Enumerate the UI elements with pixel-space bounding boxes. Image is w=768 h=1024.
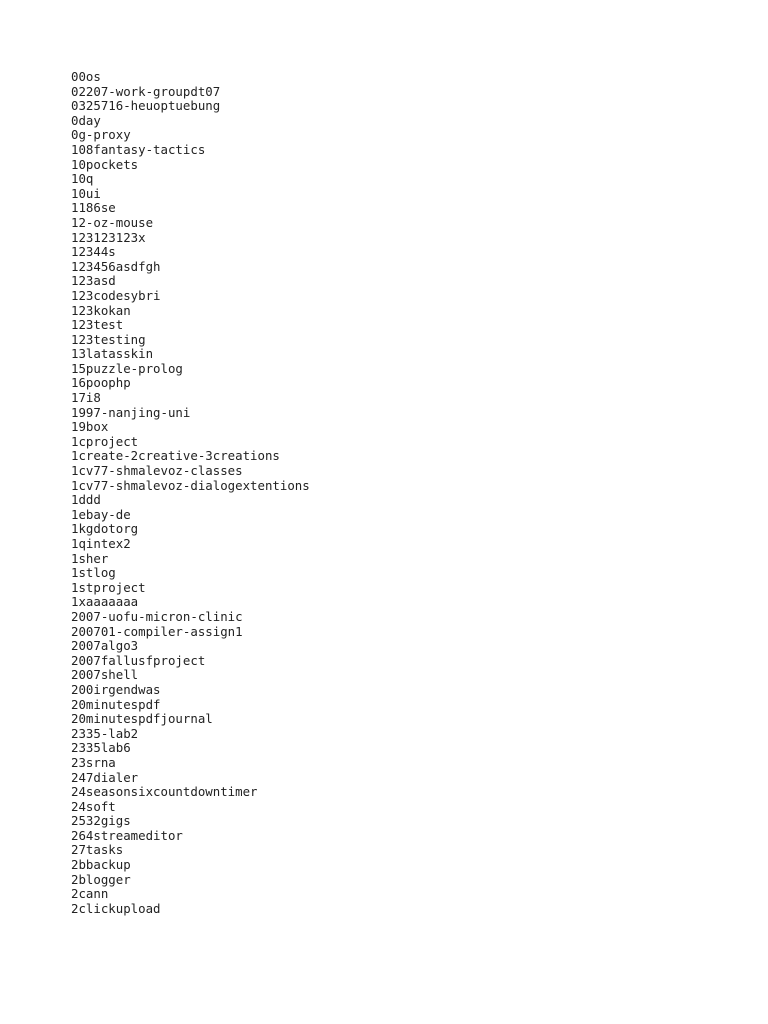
list-item: 123456asdfgh xyxy=(71,258,161,274)
list-item: 00os xyxy=(71,69,101,84)
list-item: 0325716-heuoptuebung xyxy=(71,98,221,114)
list-item: 1cproject xyxy=(71,433,139,449)
list-item: 10pockets xyxy=(71,156,139,172)
list-item: 2blogger xyxy=(71,871,131,887)
list-item: 200701-compiler-assign1 xyxy=(71,623,243,639)
list-item: 24seasonsixcountdowntimer xyxy=(71,784,258,800)
list-item: 20minutespdfjournal xyxy=(71,711,213,727)
list-item: 123asd xyxy=(71,273,116,289)
list-item: 1sher xyxy=(71,550,109,566)
list-item: 2clickupload xyxy=(71,900,161,916)
list-item: 17i8 xyxy=(71,390,101,406)
list-item: 02207-work-groupdt07 xyxy=(71,83,221,99)
list-item: 2007algo3 xyxy=(71,638,139,654)
list-item: 108fantasy-tactics xyxy=(71,141,206,157)
list-item: 12-oz-mouse xyxy=(71,214,154,230)
list-item: 0g-proxy xyxy=(71,127,131,143)
list-item: 0day xyxy=(71,112,101,128)
list-item: 2532gigs xyxy=(71,813,131,829)
list-item: 23srna xyxy=(71,754,116,770)
list-item: 1cv77-shmalevoz-classes xyxy=(71,463,243,479)
list-item: 1xaaaaaaa xyxy=(71,594,139,610)
list-item: 10ui xyxy=(71,185,101,201)
list-item: 123kokan xyxy=(71,302,131,318)
list-item: 1ebay-de xyxy=(71,506,131,522)
list-item: 1ddd xyxy=(71,492,101,508)
list-item: 123testing xyxy=(71,331,146,347)
list-item: 200irgendwas xyxy=(71,681,161,697)
list-item: 15puzzle-prolog xyxy=(71,360,183,376)
list-item: 24soft xyxy=(71,798,116,814)
list-item: 247dialer xyxy=(71,769,139,785)
list-item: 264streameditor xyxy=(71,827,183,843)
list-item: 1997-nanjing-uni xyxy=(71,404,191,420)
list-item: 20minutespdf xyxy=(71,696,161,712)
list-item: 123codesybri xyxy=(71,287,161,303)
list-item: 1kgdotorg xyxy=(71,521,139,537)
list-item: 19box xyxy=(71,419,109,435)
list-item: 2007-uofu-micron-clinic xyxy=(71,608,243,624)
list-item: 10q xyxy=(71,171,94,187)
list-item: 2007fallusfproject xyxy=(71,652,206,668)
list-item: 1cv77-shmalevoz-dialogextentions xyxy=(71,477,310,493)
list-item: 1186se xyxy=(71,200,116,216)
project-name-list xyxy=(71,70,310,916)
list-item: 1create-2creative-3creations xyxy=(71,448,280,464)
list-item: 2335-lab2 xyxy=(71,725,139,741)
list-item: 1qintex2 xyxy=(71,536,131,551)
list-item: 2bbackup xyxy=(71,857,131,873)
list-item: 2335lab6 xyxy=(71,740,131,756)
list-item: 13latasskin xyxy=(71,346,154,362)
list-item: 12344s xyxy=(71,244,116,260)
list-item: 123test xyxy=(71,317,124,333)
list-item: 16poophp xyxy=(71,375,131,391)
list-item: 2cann xyxy=(71,886,109,902)
list-item: 1stproject xyxy=(71,579,146,595)
list-item: 2007shell xyxy=(71,667,139,683)
list-item: 123123123x xyxy=(71,229,146,245)
list-item: 27tasks xyxy=(71,842,124,858)
list-item: 1stlog xyxy=(71,565,116,581)
